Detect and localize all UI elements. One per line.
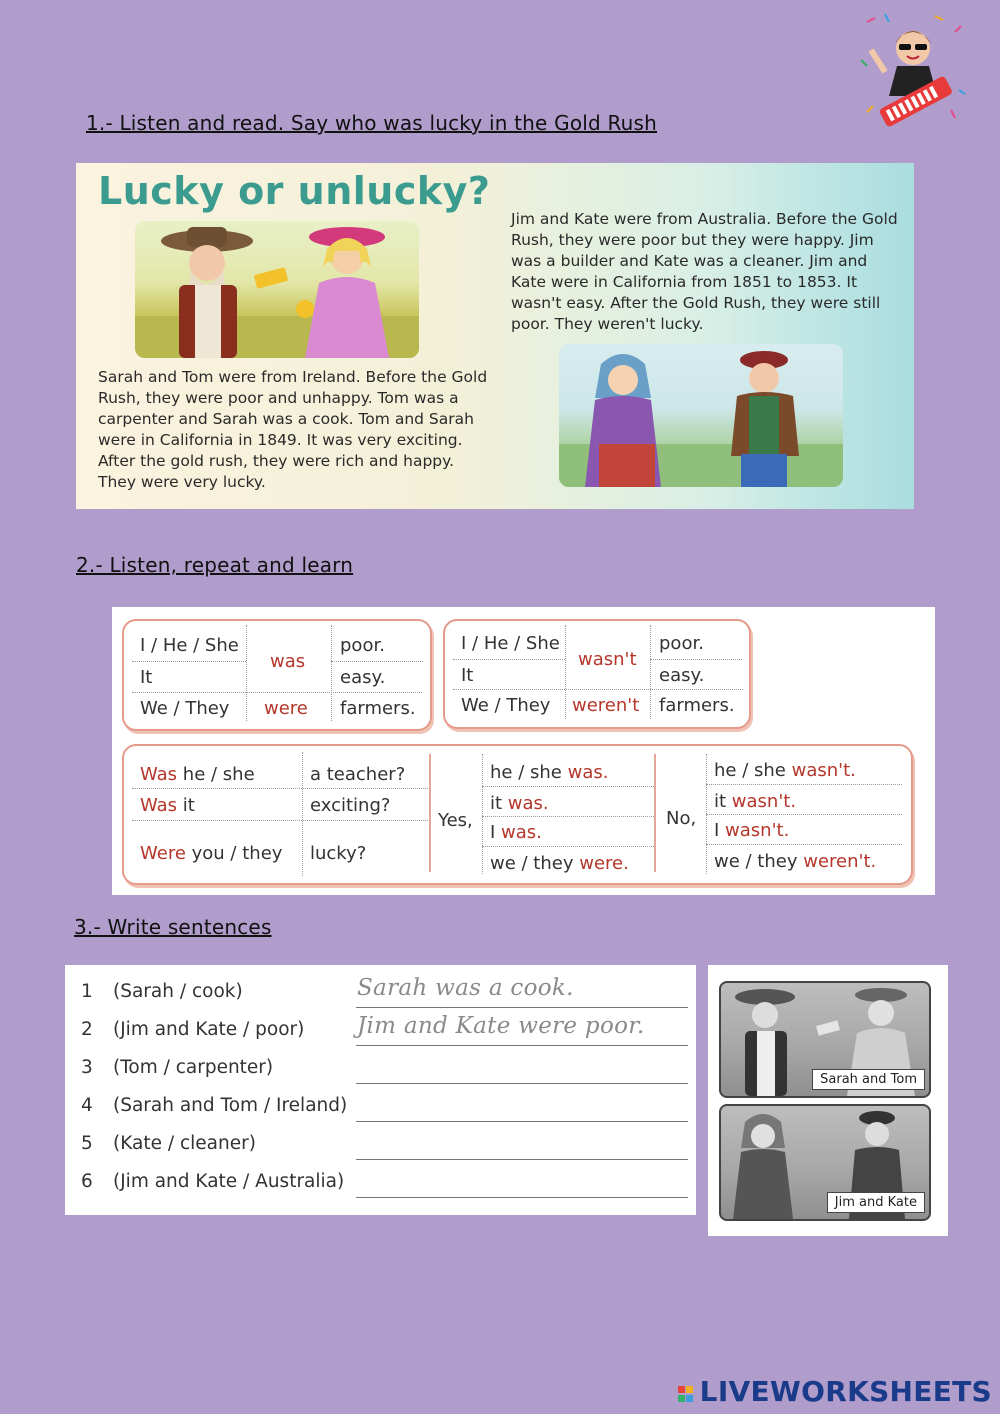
negative-subject-1: I / He / She xyxy=(461,633,560,654)
negative-complement-1: poor. xyxy=(659,633,704,654)
section-1-heading: 1.- Listen and read. Say who was lucky in the Gold Rush xyxy=(86,111,658,135)
affirmative-verb-was: was xyxy=(270,651,306,672)
negative-subject-2: It xyxy=(461,665,474,686)
question-1 xyxy=(140,764,255,785)
yes-answer-2 xyxy=(490,793,549,814)
yes-answer-1 xyxy=(490,762,608,783)
exercise-number: 6 xyxy=(81,1171,93,1192)
exercise-panel xyxy=(65,965,696,1215)
exercise-number: 4 xyxy=(81,1095,93,1116)
negative-verb-werent: weren't xyxy=(572,695,640,716)
exercise-row-4 xyxy=(65,1089,696,1127)
exercise-answer-example: Jim and Kate were poor. xyxy=(357,1013,645,1039)
exercise-prompt: (Jim and Kate / poor) xyxy=(113,1019,305,1040)
no-answer-3-subject: I xyxy=(714,820,720,841)
yes-answer-4-subject: we / they xyxy=(490,853,574,874)
question-2-subject: it xyxy=(182,795,195,816)
question-3 xyxy=(140,843,282,864)
exercise-row-6 xyxy=(65,1165,696,1203)
mascot-sticker-image xyxy=(855,10,970,130)
yes-answer-1-verb: was. xyxy=(567,762,609,783)
caption-jim-and-kate: Jim and Kate xyxy=(827,1192,925,1213)
exercise-row-1 xyxy=(65,975,696,1013)
question-3-subject: you / they xyxy=(191,843,283,864)
affirmative-complement-3: farmers. xyxy=(340,698,416,719)
affirmative-table xyxy=(122,619,432,731)
section-3-heading: 3.- Write sentences xyxy=(74,915,272,939)
affirmative-complement-1: poor. xyxy=(340,635,385,656)
no-answer-4-subject: we / they xyxy=(714,851,798,872)
affirmative-verb-were: were xyxy=(264,698,308,719)
grammar-panel xyxy=(112,607,935,895)
exercise-prompt: (Sarah / cook) xyxy=(113,981,243,1002)
exercise-prompt: (Jim and Kate / Australia) xyxy=(113,1171,345,1192)
negative-complement-3: farmers. xyxy=(659,695,735,716)
exercise-number: 5 xyxy=(81,1133,93,1154)
affirmative-subject-1: I / He / She xyxy=(140,635,239,656)
negative-table xyxy=(443,619,751,729)
no-answer-3-verb: wasn't. xyxy=(725,820,790,841)
no-answer-1-verb: wasn't. xyxy=(791,760,856,781)
sarah-and-tom-grayscale-image xyxy=(719,981,931,1098)
question-2-complement: exciting? xyxy=(310,795,391,816)
no-answer-1-subject: he / she xyxy=(714,760,786,781)
affirmative-subject-2: It xyxy=(140,667,153,688)
no-answer-2-verb: wasn't. xyxy=(731,791,797,812)
answer-input-3[interactable] xyxy=(356,1083,688,1084)
no-label: No, xyxy=(666,808,697,829)
liveworksheets-logo-icon xyxy=(678,1384,698,1402)
section-2-heading: 2.- Listen, repeat and learn xyxy=(76,553,354,577)
liveworksheets-logo-text: LIVEWORKSHEETS xyxy=(699,1375,992,1408)
no-answer-2 xyxy=(714,791,796,812)
affirmative-complement-2: easy. xyxy=(340,667,386,688)
affirmative-subject-3: We / They xyxy=(140,698,230,719)
reference-pictures xyxy=(708,965,948,1236)
reading-paragraph-sarah-tom: Sarah and Tom were from Ireland. Before the Gold Rush, they were poor and unhappy. Tom was a carpenter and Sarah was a cook. Tom and Sarah were in California in 1849. It was very exciting. After the gold rush, they were rich and happy. They were very lucky. xyxy=(98,368,488,491)
no-answer-1 xyxy=(714,760,856,781)
sarah-and-tom-illustration xyxy=(135,221,419,358)
yes-label: Yes, xyxy=(438,810,473,831)
reading-panel xyxy=(76,163,914,509)
negative-complement-2: easy. xyxy=(659,665,705,686)
yes-answer-2-verb: was. xyxy=(507,793,549,814)
exercise-number: 1 xyxy=(81,981,93,1002)
exercise-prompt: (Sarah and Tom / Ireland) xyxy=(113,1095,348,1116)
answer-line xyxy=(356,1007,688,1008)
caption-sarah-and-tom: Sarah and Tom xyxy=(812,1069,925,1090)
yes-answer-3-subject: I xyxy=(490,822,496,843)
negative-subject-3: We / They xyxy=(461,695,551,716)
no-answer-3 xyxy=(714,820,789,841)
exercise-prompt: (Tom / carpenter) xyxy=(113,1057,274,1078)
question-3-complement: lucky? xyxy=(310,843,367,864)
negative-verb-wasnt: wasn't xyxy=(578,649,637,670)
no-answer-2-subject: it xyxy=(714,791,727,812)
reading-title: Lucky or unlucky? xyxy=(98,169,491,213)
no-answer-4 xyxy=(714,851,876,872)
question-1-verb: Was xyxy=(140,764,178,785)
question-1-complement: a teacher? xyxy=(310,764,406,785)
exercise-number: 2 xyxy=(81,1019,93,1040)
yes-answer-4-verb: were. xyxy=(579,853,629,874)
jim-and-kate-grayscale-image xyxy=(719,1104,931,1221)
no-answer-4-verb: weren't. xyxy=(803,851,877,872)
exercise-number: 3 xyxy=(81,1057,93,1078)
question-3-verb: Were xyxy=(140,843,186,864)
exercise-row-3 xyxy=(65,1051,696,1089)
answer-input-4[interactable] xyxy=(356,1121,688,1122)
yes-answer-2-subject: it xyxy=(490,793,503,814)
yes-answer-3-verb: was. xyxy=(501,822,542,843)
exercise-row-2 xyxy=(65,1013,696,1051)
liveworksheets-logo xyxy=(678,1375,992,1408)
yes-answer-3 xyxy=(490,822,542,843)
exercise-row-5 xyxy=(65,1127,696,1165)
reading-paragraph-jim-kate: Jim and Kate were from Australia. Before the Gold Rush, they were poor but they were happy. Jim was a builder and Kate was a cleaner. Jim and Kate were in California from 1851 to 1853. It wasn't easy. After the Gold Rush, they were still poor. They weren't lucky. xyxy=(511,210,898,333)
exercise-prompt: (Kate / cleaner) xyxy=(113,1133,256,1154)
answer-input-6[interactable] xyxy=(356,1197,688,1198)
question-1-subject: he / she xyxy=(182,764,255,785)
answer-line xyxy=(356,1045,688,1046)
exercise-answer-example: Sarah was a cook. xyxy=(357,975,574,1001)
jim-and-kate-illustration xyxy=(559,344,843,487)
yes-answer-1-subject: he / she xyxy=(490,762,562,783)
question-2 xyxy=(140,795,195,816)
answer-input-5[interactable] xyxy=(356,1159,688,1160)
yes-answer-4 xyxy=(490,853,629,874)
question-2-verb: Was xyxy=(140,795,178,816)
questions-table xyxy=(122,744,913,885)
